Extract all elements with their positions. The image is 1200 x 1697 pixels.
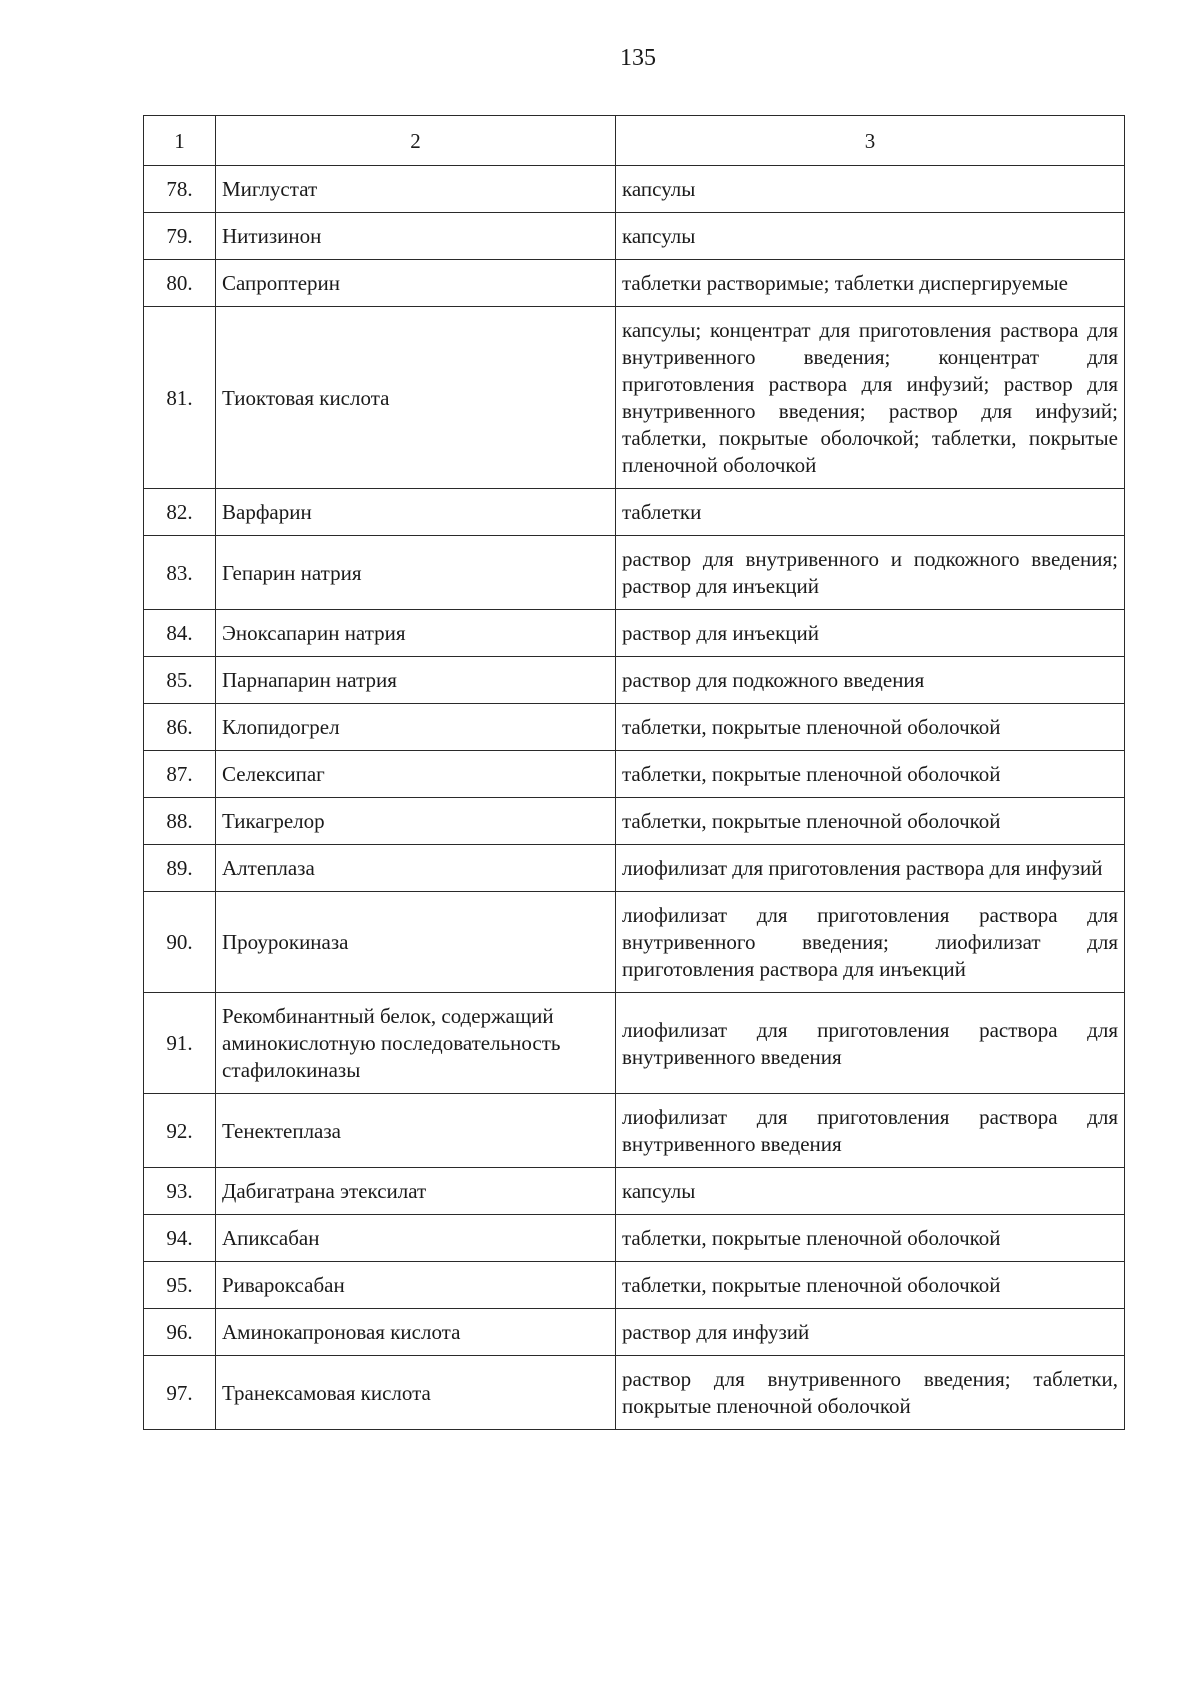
drug-table xyxy=(143,115,1125,1430)
table-row xyxy=(144,657,1125,704)
dosage-form-cell: таблетки, покрытые пленочной оболочкой xyxy=(616,1262,1125,1309)
drug-name-cell: Сапроптерин xyxy=(216,260,616,307)
table-row xyxy=(144,307,1125,489)
dosage-form-cell: таблетки, покрытые пленочной оболочкой xyxy=(616,704,1125,751)
table-row xyxy=(144,610,1125,657)
drug-name-cell: Апиксабан xyxy=(216,1215,616,1262)
dosage-form-cell: лиофилизат для приготовления раствора для инфузий xyxy=(616,845,1125,892)
row-number-cell: 95. xyxy=(144,1262,216,1309)
dosage-form-cell: таблетки, покрытые пленочной оболочкой xyxy=(616,1215,1125,1262)
drug-name-cell: Ривароксабан xyxy=(216,1262,616,1309)
table-row xyxy=(144,1262,1125,1309)
table-row xyxy=(144,260,1125,307)
dosage-form-cell: капсулы xyxy=(616,1168,1125,1215)
column-header-form: 3 xyxy=(616,116,1125,166)
row-number-cell: 90. xyxy=(144,892,216,993)
table-row xyxy=(144,993,1125,1094)
dosage-form-cell: раствор для внутривенного и подкожного введения; раствор для инъекций xyxy=(616,536,1125,610)
table-row xyxy=(144,1168,1125,1215)
row-number-cell: 79. xyxy=(144,213,216,260)
row-number-cell: 80. xyxy=(144,260,216,307)
row-number-cell: 93. xyxy=(144,1168,216,1215)
row-number-cell: 84. xyxy=(144,610,216,657)
row-number-cell: 94. xyxy=(144,1215,216,1262)
dosage-form-cell: раствор для инъекций xyxy=(616,610,1125,657)
page-number: 135 xyxy=(620,45,656,71)
row-number-cell: 87. xyxy=(144,751,216,798)
column-header-number: 1 xyxy=(144,116,216,166)
drug-name-cell: Гепарин натрия xyxy=(216,536,616,610)
row-number-cell: 82. xyxy=(144,489,216,536)
dosage-form-cell: капсулы xyxy=(616,213,1125,260)
row-number-cell: 78. xyxy=(144,166,216,213)
dosage-form-cell: лиофилизат для приготовления раствора для внутривенного введения; лиофилизат для приготовления раствора для инъекций xyxy=(616,892,1125,993)
row-number-cell: 86. xyxy=(144,704,216,751)
row-number-cell: 96. xyxy=(144,1309,216,1356)
drug-name-cell: Парнапарин натрия xyxy=(216,657,616,704)
row-number-cell: 88. xyxy=(144,798,216,845)
row-number-cell: 83. xyxy=(144,536,216,610)
drug-name-cell: Тенектеплаза xyxy=(216,1094,616,1168)
drug-name-cell: Варфарин xyxy=(216,489,616,536)
row-number-cell: 81. xyxy=(144,307,216,489)
drug-name-cell: Нитизинон xyxy=(216,213,616,260)
drug-name-cell: Селексипаг xyxy=(216,751,616,798)
table-row xyxy=(144,1356,1125,1430)
table-row xyxy=(144,536,1125,610)
drug-name-cell: Алтеплаза xyxy=(216,845,616,892)
dosage-form-cell: капсулы xyxy=(616,166,1125,213)
table-row xyxy=(144,845,1125,892)
drug-name-cell: Эноксапарин натрия xyxy=(216,610,616,657)
row-number-cell: 97. xyxy=(144,1356,216,1430)
table-row xyxy=(144,892,1125,993)
column-header-name: 2 xyxy=(216,116,616,166)
dosage-form-cell: раствор для подкожного введения xyxy=(616,657,1125,704)
row-number-cell: 91. xyxy=(144,993,216,1094)
drug-name-cell: Клопидогрел xyxy=(216,704,616,751)
drug-name-cell: Миглустат xyxy=(216,166,616,213)
drug-name-cell: Проурокиназа xyxy=(216,892,616,993)
dosage-form-cell: раствор для внутривенного введения; таблетки, покрытые пленочной оболочкой xyxy=(616,1356,1125,1430)
dosage-form-cell: лиофилизат для приготовления раствора для внутривенного введения xyxy=(616,993,1125,1094)
dosage-form-cell: таблетки растворимые; таблетки диспергируемые xyxy=(616,260,1125,307)
drug-name-cell: Рекомбинантный белок, содержащий аминокислотную последовательность стафилокиназы xyxy=(216,993,616,1094)
table-row xyxy=(144,1309,1125,1356)
table-row xyxy=(144,213,1125,260)
dosage-form-cell: раствор для инфузий xyxy=(616,1309,1125,1356)
table-header-row xyxy=(144,116,1125,166)
drug-name-cell: Тикагрелор xyxy=(216,798,616,845)
dosage-form-cell: таблетки, покрытые пленочной оболочкой xyxy=(616,751,1125,798)
drug-name-cell: Тиоктовая кислота xyxy=(216,307,616,489)
drug-name-cell: Аминокапроновая кислота xyxy=(216,1309,616,1356)
dosage-form-cell: таблетки xyxy=(616,489,1125,536)
dosage-form-cell: таблетки, покрытые пленочной оболочкой xyxy=(616,798,1125,845)
table-row xyxy=(144,1215,1125,1262)
table-row xyxy=(144,798,1125,845)
row-number-cell: 92. xyxy=(144,1094,216,1168)
table-row xyxy=(144,489,1125,536)
table-row xyxy=(144,751,1125,798)
row-number-cell: 89. xyxy=(144,845,216,892)
table-row xyxy=(144,166,1125,213)
dosage-form-cell: лиофилизат для приготовления раствора для внутривенного введения xyxy=(616,1094,1125,1168)
table-row xyxy=(144,1094,1125,1168)
table-row xyxy=(144,704,1125,751)
row-number-cell: 85. xyxy=(144,657,216,704)
drug-name-cell: Транексамовая кислота xyxy=(216,1356,616,1430)
drug-name-cell: Дабигатрана этексилат xyxy=(216,1168,616,1215)
dosage-form-cell: капсулы; концентрат для приготовления раствора для внутривенного введения; концентрат для приготовления раствора для инфузий; раствор для внутривенного введения; раствор для инфузий; таблетки, покрытые оболочкой; таблетки, покрытые пленочной оболочкой xyxy=(616,307,1125,489)
